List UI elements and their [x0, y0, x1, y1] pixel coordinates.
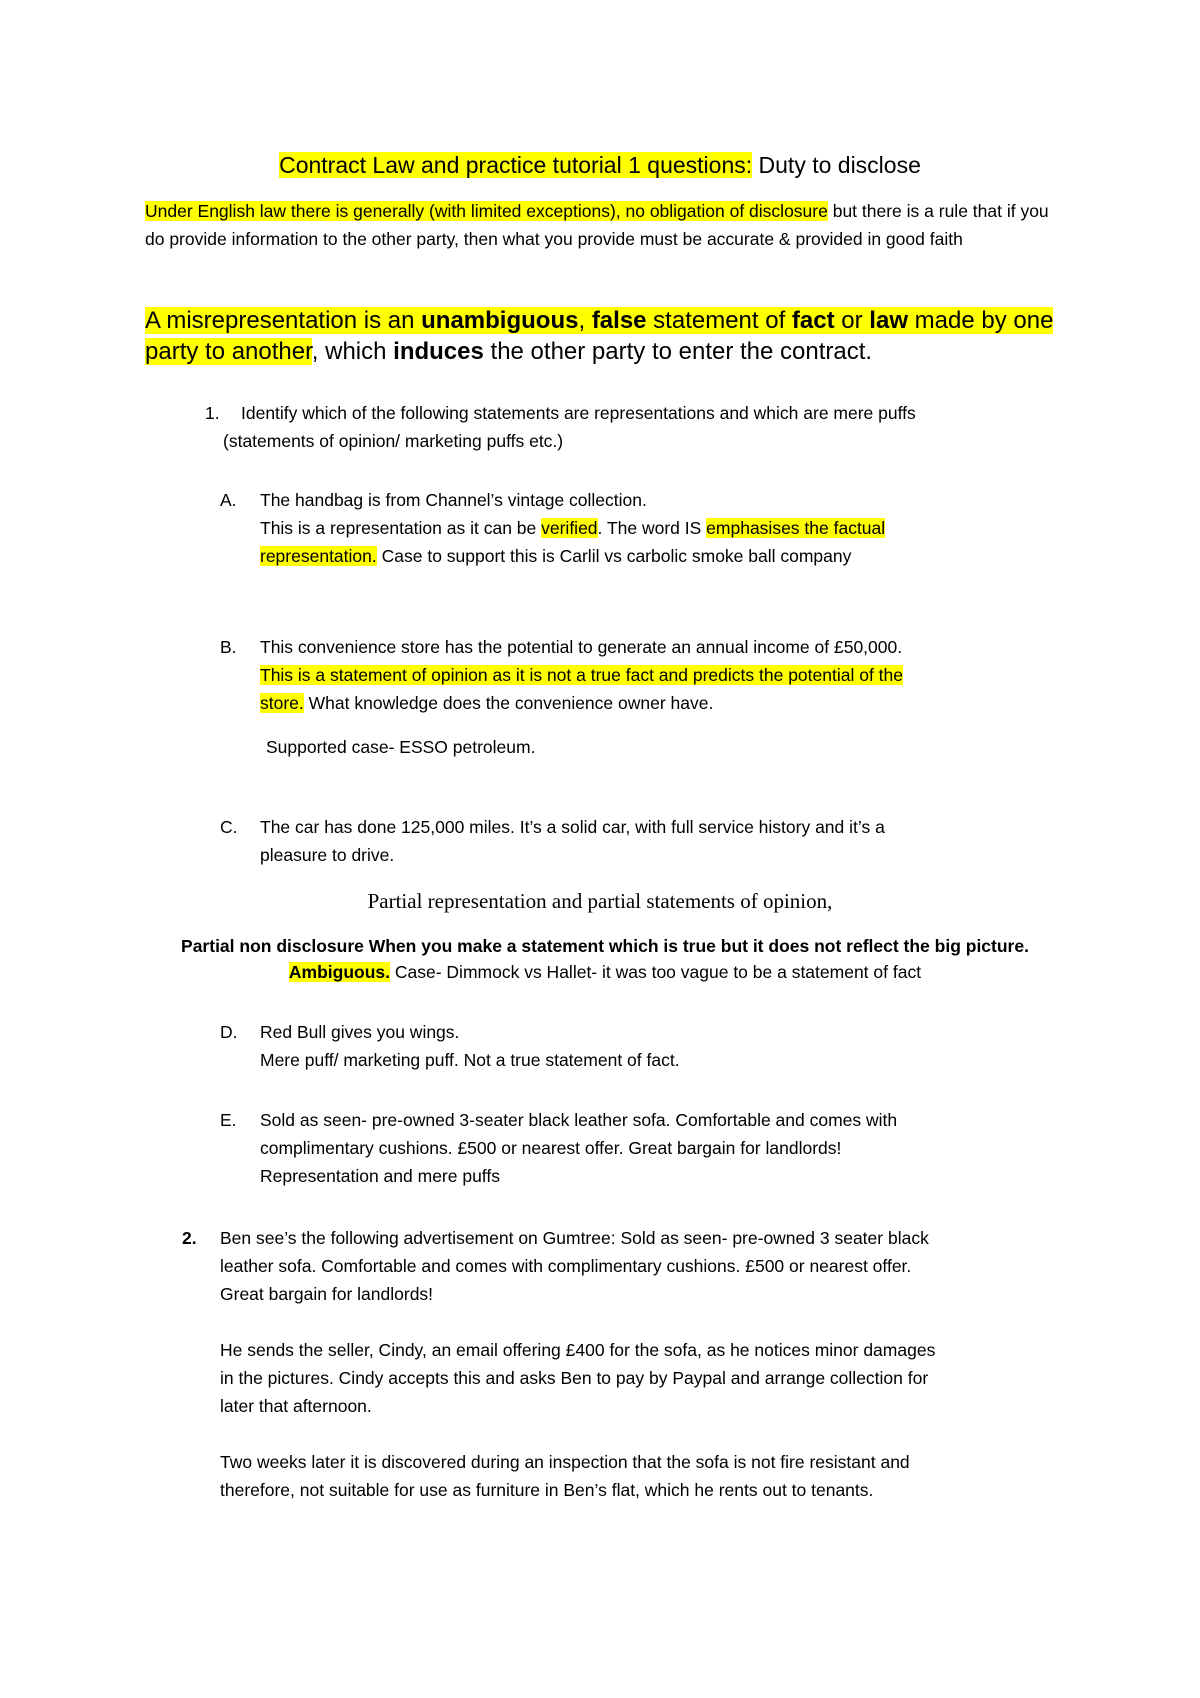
question-2-p1-line-3: Great bargain for landlords! [220, 1284, 434, 1304]
partial-case: Case- Dimmock vs Hallet- it was too vague to be a statement of fact [390, 962, 922, 982]
item-b [220, 633, 1060, 761]
question-1-line-2: (statements of opinion/ marketing puffs etc.) [223, 431, 564, 451]
item-e-line-2: complimentary cushions. £500 or nearest offer. Great bargain for landlords! [260, 1138, 842, 1158]
def-fact: fact [791, 307, 835, 334]
item-a-emphasis: emphasises the factual [706, 518, 886, 538]
item-a-ans-text-1: This is a representation as it can be [260, 518, 542, 538]
partial-non-disclosure [145, 933, 1065, 985]
intro-highlighted: Under English law there is generally (with limited exceptions), no obligation of disclosure [145, 201, 828, 221]
item-a-ans-text-2: . The word IS [597, 518, 707, 538]
item-a-answer-line-1 [260, 514, 1060, 542]
item-a-answer-line-2 [260, 542, 1060, 570]
item-a-verified: verified [541, 518, 598, 538]
item-b-statement: This convenience store has the potential to generate an annual income of £50,000. [260, 637, 903, 657]
item-a-statement: The handbag is from Channel’s vintage collection. [260, 490, 647, 510]
intro-rest: but there is a rule that if you do provide information to the other party, then what you provide must be accurate & provided in good faith [145, 201, 1049, 249]
misrepresentation-definition [145, 305, 1085, 367]
item-d-statement: Red Bull gives you wings. [260, 1022, 460, 1042]
def-text-7: the other party to enter the contract. [483, 338, 873, 365]
question-2-p2-line-3: later that afternoon. [220, 1396, 372, 1416]
item-b-store: store. [260, 693, 304, 713]
item-a-representation: representation. [260, 546, 377, 566]
item-c [220, 813, 1060, 869]
def-induces: induces [393, 338, 484, 365]
def-law: law [869, 307, 908, 334]
title-subject: Duty to disclose [752, 152, 921, 178]
item-b-marker: B. [220, 637, 237, 657]
item-d-answer: Mere puff/ marketing puff. Not a true statement of fact. [260, 1050, 680, 1070]
question-2-number: 2. [182, 1228, 197, 1248]
question-2-p3-line-2: therefore, not suitable for use as furniture in Ben’s flat, which he rents out to tenants. [220, 1480, 874, 1500]
def-text-1: A misrepresentation is an [145, 307, 422, 334]
item-a-case: Case to support this is Carlil vs carbolic smoke ball company [376, 546, 852, 566]
question-1-line-1: Identify which of the following statements are representations and which are mere puffs [241, 403, 916, 423]
def-false: false [591, 307, 647, 334]
item-b-answer-line-1 [260, 661, 1060, 689]
item-b-case: Supported case- ESSO petroleum. [266, 737, 536, 757]
item-e-marker: E. [220, 1110, 237, 1130]
title-highlighted: Contract Law and practice tutorial 1 questions: [279, 152, 753, 178]
item-b-knowledge: What knowledge does the convenience owner have. [303, 693, 714, 713]
item-b-opinion: This is a statement of opinion as it is not a true fact and predicts the potential of the [260, 665, 904, 685]
question-2-p2-line-2: in the pictures. Cindy accepts this and asks Ben to pay by Paypal and arrange collection for [220, 1368, 929, 1388]
question-2-p1-line-1: Ben see’s the following advertisement on Gumtree: Sold as seen- pre-owned 3 seater black [220, 1228, 929, 1248]
question-1-number: 1. [205, 403, 220, 423]
partial-heading: Partial representation and partial statements of opinion, [367, 889, 833, 913]
item-b-answer-line-2 [260, 689, 1060, 717]
def-text-4: or [834, 307, 870, 334]
def-text-6: , which [311, 338, 394, 365]
def-text-5: made by one party to another [145, 307, 1054, 365]
item-d [220, 1018, 1060, 1074]
def-text-3: statement of [646, 307, 792, 334]
item-e-answer: Representation and mere puffs [260, 1166, 500, 1186]
partial-bold-text: Partial non disclosure When you make a statement which is true but it does not reflect the big picture. [181, 936, 1029, 956]
item-e-line-1: Sold as seen- pre-owned 3-seater black leather sofa. Comfortable and comes with [260, 1110, 898, 1130]
item-e [220, 1106, 1060, 1190]
question-2 [182, 1224, 1060, 1504]
question-1 [205, 399, 1053, 455]
item-c-marker: C. [220, 817, 238, 837]
question-2-p1-line-2: leather sofa. Comfortable and comes with complimentary cushions. £500 or nearest offer. [220, 1256, 912, 1276]
partial-ambiguous: Ambiguous. [288, 962, 391, 982]
item-c-line-1: The car has done 125,000 miles. It’s a solid car, with full service history and it’s a [260, 817, 885, 837]
question-2-p2-line-1: He sends the seller, Cindy, an email offering £400 for the sofa, as he notices minor damages [220, 1340, 936, 1360]
item-c-line-2: pleasure to drive. [260, 845, 395, 865]
item-a [220, 486, 1060, 570]
question-2-p3-line-1: Two weeks later it is discovered during an inspection that the sofa is not fire resistant and [220, 1452, 910, 1472]
def-unambiguous: unambiguous [421, 307, 579, 334]
item-a-marker: A. [220, 490, 237, 510]
page-title [0, 150, 1200, 180]
item-d-marker: D. [220, 1022, 238, 1042]
intro-paragraph [145, 197, 1065, 253]
def-text-2: , [578, 307, 592, 334]
